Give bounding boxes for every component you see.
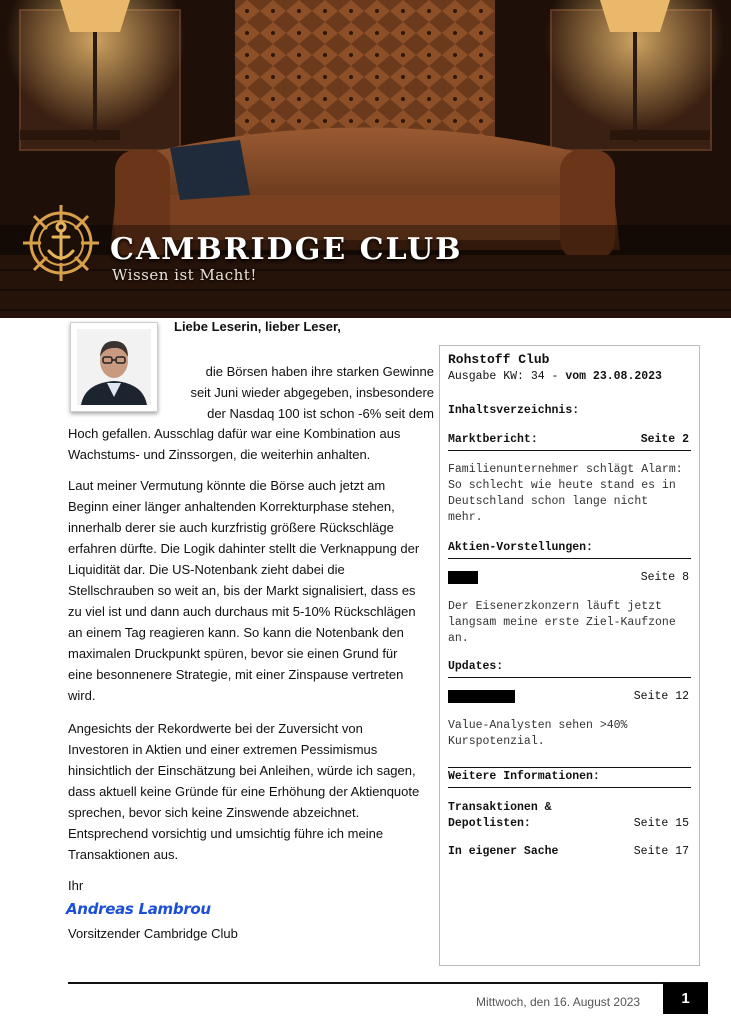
toc-club-name: Rohstoff Club [448, 352, 550, 367]
toc-more-label: Weitere Informationen: [448, 770, 600, 783]
letter-paragraph: Angesichts der Rekordwerte bei der Zuversicht von Investoren in Aktien und einer extremen Pessimismus hinsichtlich der Einschätzung bei Anleihen, würde ich sagen, dass aktuell keine Gründe für eine Erhöhung der Aktienquote sprechen, bevor sich keine Zinswende abzeichnet. Entsprechend vorsichtig und umsichtig führe ich meine Transaktionen aus. [68, 721, 420, 862]
author-portrait [70, 322, 158, 412]
toc-divider [448, 450, 691, 451]
toc-updates-desc: Value-Analysten sehen >40% Kurspotenzial. [448, 719, 628, 748]
lounge-illustration [0, 0, 731, 318]
letter-paragraph: Laut meiner Vermutung könnte die Börse auch jetzt am Beginn einer länger anhaltenden Korrekturphase stehen, innerhalb derer sie auch kurzfristig größere Rückschläge erfahren dürfte. Die Logik dahinter stellt die Verknappung der Liquidität dar. Die US-Notenbank zieht dabei die Stellschrauben so weit an, bis der Markt signalisiert, dass es zu viel ist und dann auch durchaus mit 5-10% Rückschlägen an einem Tag reagieren kann. So kann die Notenbank den maximalen Druckpunkt spüren, bevor sie einen Grund für eine besonnenere Strategie, mit einer Zinspause vertreten wird. [68, 478, 420, 703]
signer-title: Vorsitzender Cambridge Club [68, 926, 238, 941]
redacted-block [448, 571, 478, 584]
toc-stocks-label[interactable]: Aktien-Vorstellungen: [448, 541, 593, 554]
page-number: 1 [663, 983, 708, 1014]
intro-line: der Nasdaq 100 ist schon -6% seit dem [207, 406, 434, 421]
brand-tagline: Wissen ist Macht! [112, 266, 257, 284]
toc-updates-page[interactable]: Seite 12 [633, 690, 689, 703]
brand-title: CAMBRIDGE CLUB [110, 232, 463, 267]
toc-heading: Inhaltsverzeichnis: [448, 404, 580, 417]
toc-divider [448, 558, 691, 559]
footer-rule [68, 982, 708, 984]
letter-intro [174, 361, 434, 424]
letter-greeting: Liebe Leserin, lieber Leser, [174, 319, 341, 334]
toc-updates-label[interactable]: Updates: [448, 660, 504, 673]
toc-transactions-label-line1[interactable]: Transaktionen & [448, 801, 552, 814]
toc-box [439, 345, 700, 966]
toc-issue-date: vom 23.08.2023 [565, 370, 662, 383]
toc-transactions-label-line2[interactable]: Depotlisten: [448, 817, 531, 830]
toc-own-matters-label[interactable]: In eigener Sache [448, 845, 559, 858]
footer-date: Mittwoch, den 16. August 2023 [476, 995, 641, 1009]
letter-closing: Ihr [68, 878, 84, 893]
toc-market-desc: Familienunternehmer schlägt Alarm: So schlecht wie heute stand es in Deutschland schon lange nicht mehr. [448, 463, 683, 524]
header-banner [0, 0, 731, 318]
intro-line: seit Juni wieder abgegeben, insbesondere [190, 385, 434, 400]
toc-transactions-page[interactable]: Seite 15 [633, 817, 689, 830]
toc-market-label[interactable]: Marktbericht: [448, 433, 538, 446]
toc-market-page[interactable]: Seite 2 [640, 433, 689, 446]
letter-paragraph: Hoch gefallen. Ausschlag dafür war eine Kombination aus Wachstums- und Zinssorgen, die weiterhin anhalten. [68, 426, 401, 462]
redacted-block [448, 690, 515, 703]
toc-stocks-desc: Der Eisenerzkonzern läuft jetzt langsam meine erste Ziel-Kaufzone an. [448, 600, 676, 645]
toc-issue-prefix: Ausgabe KW: 34 - [448, 370, 566, 383]
toc-issue [448, 370, 662, 383]
toc-divider [448, 677, 691, 678]
toc-divider [448, 787, 691, 788]
signature: Andreas Lambrou [66, 900, 211, 918]
toc-own-matters-page[interactable]: Seite 17 [633, 845, 689, 858]
toc-divider [448, 767, 691, 768]
anchor-wheel-icon [22, 197, 100, 289]
intro-line: die Börsen haben ihre starken Gewinne [205, 364, 434, 379]
toc-stocks-page[interactable]: Seite 8 [640, 571, 689, 584]
